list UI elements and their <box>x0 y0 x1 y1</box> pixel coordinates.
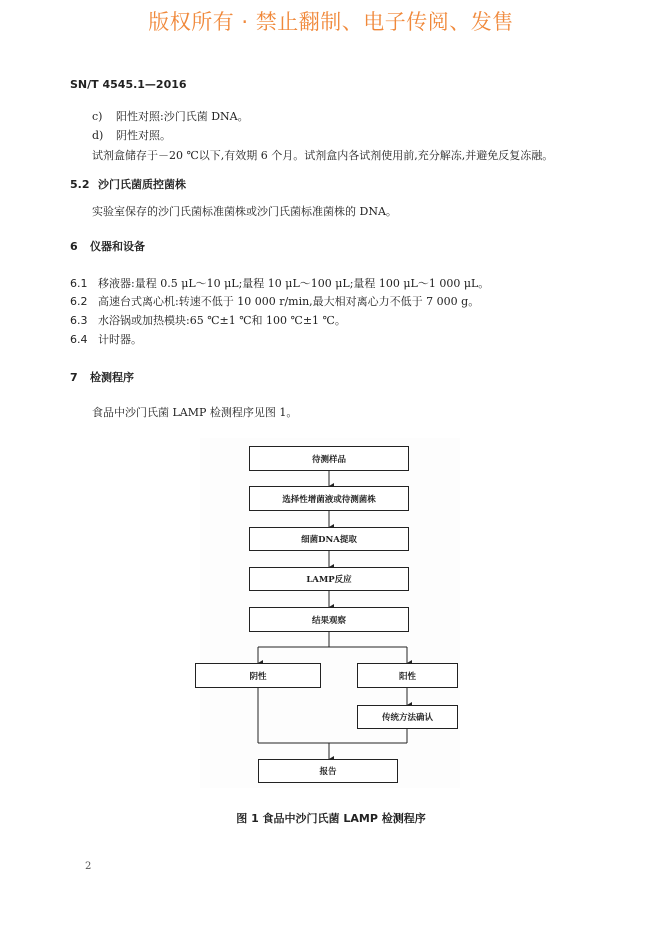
item-number: 6.2 <box>70 295 88 308</box>
section-5-2-text: 实验室保存的沙门氏菌标准菌株或沙门氏菌标准菌株的 DNA。 <box>92 205 397 218</box>
item-number: 6.4 <box>70 333 88 346</box>
flow-step-lamp: LAMP反应 <box>249 567 409 591</box>
figure-caption: 图 1 食品中沙门氏菌 LAMP 检测程序 <box>236 812 426 825</box>
list-text: 阳性对照:沙门氏菌 DNA。 <box>116 110 249 123</box>
section-number: 6 <box>70 240 78 253</box>
standard-number: SN/T 4545.1—2016 <box>70 78 187 91</box>
item-number: 6.3 <box>70 314 88 327</box>
item-text: 移液器:量程 0.5 μL～10 μL;量程 10 μL～100 μL;量程 100 μL～1 000 μL。 <box>98 277 490 290</box>
flow-step-confirmation: 传统方法确认 <box>357 705 458 729</box>
list-label: d) <box>92 129 104 142</box>
item-text: 水浴锅或加热模块:65 ℃±1 ℃和 100 ℃±1 ℃。 <box>98 314 346 327</box>
item-text: 高速台式离心机:转速不低于 10 000 r/min,最大相对离心力不低于 7 000 g。 <box>98 295 480 308</box>
flow-step-observation: 结果观察 <box>249 607 409 632</box>
flow-step-report: 报告 <box>258 759 398 783</box>
page-number: 2 <box>85 861 92 872</box>
item-number: 6.1 <box>70 277 88 290</box>
section-number: 5.2 <box>70 178 90 191</box>
section-title: 沙门氏菌质控菌株 <box>98 178 186 191</box>
list-label: c) <box>92 110 103 123</box>
section-title: 检测程序 <box>90 371 134 384</box>
flow-step-dna-extraction: 细菌DNA提取 <box>249 527 409 551</box>
item-text: 计时器。 <box>98 333 142 346</box>
flow-step-positive: 阳性 <box>357 663 458 688</box>
section-title: 仪器和设备 <box>90 240 145 253</box>
list-text: 阴性对照。 <box>116 129 171 142</box>
flow-step-enrichment: 选择性增菌液或待测菌株 <box>249 486 409 511</box>
watermark-text: 版权所有 · 禁止翻制、电子传阅、发售 <box>148 10 514 34</box>
storage-note: 试剂盒储存于－20 ℃以下,有效期 6 个月。试剂盒内各试剂使用前,充分解冻,并避免反复冻融。 <box>92 149 554 162</box>
flow-step-sample: 待测样品 <box>249 446 409 471</box>
section-number: 7 <box>70 371 78 384</box>
flow-step-negative: 阴性 <box>195 663 321 688</box>
section-7-text: 食品中沙门氏菌 LAMP 检测程序见图 1。 <box>92 406 298 419</box>
